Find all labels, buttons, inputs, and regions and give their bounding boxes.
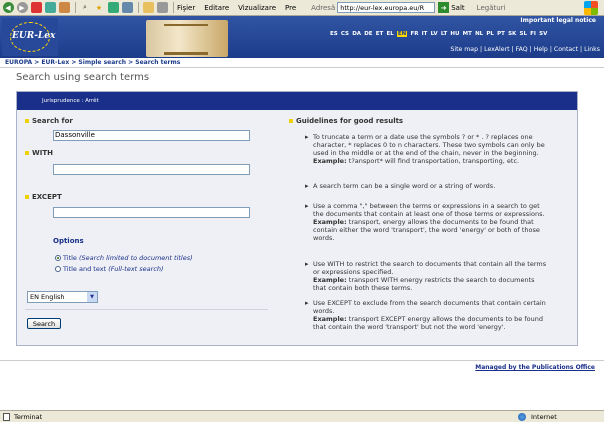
guideline-example-label: Example: — [313, 276, 347, 284]
language-cs[interactable]: CS — [340, 31, 350, 37]
books-scales-image — [146, 20, 228, 57]
with-label: WITH — [32, 149, 53, 157]
divider — [0, 360, 604, 361]
language-lv[interactable]: LV — [430, 31, 438, 37]
language-et[interactable]: ET — [375, 31, 384, 37]
guidelines-heading — [289, 117, 403, 125]
guideline-text: Use WITH to restrict the search to documents that contain all the terms or expressions specified. — [313, 260, 547, 276]
panel-header: Jurisprudence : Arrêt — [17, 92, 577, 110]
history-button[interactable] — [121, 2, 133, 14]
guideline-item — [305, 260, 549, 292]
back-arrow-icon: ◀ — [3, 2, 14, 13]
managed-by-link[interactable]: Managed by the Publications Office — [475, 364, 595, 371]
options-label: Options — [53, 237, 84, 245]
language-es[interactable]: ES — [330, 31, 338, 37]
eurlex-logo[interactable] — [2, 18, 58, 56]
contact-link[interactable]: Contact — [553, 46, 578, 53]
chevron-down-icon[interactable]: ▼ — [87, 292, 97, 302]
status-left — [3, 413, 42, 421]
guideline-text: To truncate a term or a date use the symbols ? or * . ? replaces one character, * replaces 0 to n characters. These two symbols can only be used in the middle or at the end of the chain, never in the beginning. — [313, 133, 545, 157]
search-for-label: Search for — [32, 117, 73, 125]
language-mt[interactable]: MT — [462, 31, 472, 37]
windows-logo-icon — [584, 1, 598, 15]
mail-icon — [143, 2, 154, 13]
radio-title[interactable] — [55, 255, 61, 261]
option-fulltext-hint: (Full-text search) — [108, 265, 164, 273]
search-button[interactable] — [79, 2, 91, 14]
option-fulltext-row[interactable] — [55, 265, 164, 273]
with-input[interactable] — [53, 164, 250, 175]
star-icon: ★ — [95, 3, 103, 12]
logo-text: EUR-Lex — [12, 31, 56, 41]
language-en[interactable]: EN — [397, 31, 407, 37]
option-title-row[interactable] — [55, 254, 193, 262]
toolbar-separator — [138, 2, 139, 13]
back-button[interactable] — [2, 2, 14, 14]
status-text: Terminat — [14, 412, 43, 421]
guide-bullet-icon: ▸ — [305, 260, 309, 268]
help-link[interactable]: Help — [533, 46, 548, 53]
option-title-label: Title — [63, 254, 77, 262]
page-icon — [3, 413, 10, 421]
mail-button[interactable] — [142, 2, 154, 14]
links-link[interactable]: Links — [584, 46, 600, 53]
link-separator: | — [580, 46, 583, 53]
divider — [0, 67, 604, 68]
bullet-icon — [25, 151, 29, 155]
guideline-example: t?ansport* will find transportation, transporting, etc. — [348, 157, 520, 165]
divider — [25, 309, 268, 310]
language-bar — [330, 31, 551, 37]
stop-button[interactable] — [30, 2, 42, 14]
guide-bullet-icon: ▸ — [305, 182, 309, 190]
print-button[interactable] — [156, 2, 168, 14]
link-separator: | — [549, 46, 552, 53]
language-select-value: EN English — [30, 293, 65, 301]
guidelines-title: Guidelines for good results — [296, 117, 404, 125]
except-heading — [25, 193, 62, 201]
language-sv[interactable]: SV — [539, 31, 548, 37]
menu-file[interactable]: Fişier — [177, 3, 196, 12]
globe-icon — [518, 413, 526, 421]
toolbar-separator — [173, 2, 174, 13]
print-icon — [157, 2, 168, 13]
radio-fulltext[interactable] — [55, 266, 61, 272]
stop-icon — [31, 2, 42, 13]
toolbar-separator — [75, 2, 76, 13]
guideline-text: Use EXCEPT to exclude from the search documents that contain certain words. — [313, 299, 546, 315]
language-sl[interactable]: SL — [519, 31, 527, 37]
guideline-text: A search term can be a single word or a string of words. — [313, 182, 496, 190]
search-for-input[interactable]: Dassonville — [53, 130, 250, 141]
language-da[interactable]: DA — [352, 31, 362, 37]
go-label[interactable]: Salt — [451, 3, 465, 12]
except-label: EXCEPT — [32, 193, 62, 201]
zone-text: Internet — [531, 413, 557, 421]
with-heading — [25, 149, 53, 157]
zone-indicator — [518, 413, 557, 421]
language-el[interactable]: EL — [386, 31, 394, 37]
guideline-item — [305, 299, 549, 331]
bullet-icon — [25, 195, 29, 199]
guideline-item — [305, 133, 549, 165]
refresh-icon — [45, 2, 56, 13]
legal-notice-link[interactable]: Important legal notice — [520, 17, 596, 24]
media-button[interactable] — [107, 2, 119, 14]
faq-link[interactable]: FAQ — [515, 46, 528, 53]
link-separator: | — [529, 46, 532, 53]
guideline-example-label: Example: — [313, 218, 347, 226]
browser-toolbar — [0, 0, 604, 16]
page-title: Search using search terms — [16, 72, 150, 83]
bullet-icon — [289, 119, 293, 123]
search-icon: ⌕ — [83, 3, 87, 11]
status-bar — [0, 410, 604, 422]
language-sk[interactable]: SK — [508, 31, 517, 37]
language-select[interactable] — [27, 291, 98, 303]
guide-bullet-icon: ▸ — [305, 202, 309, 210]
search-for-heading — [25, 117, 73, 125]
language-pt[interactable]: PT — [497, 31, 505, 37]
home-icon — [59, 2, 70, 13]
lexalert-link[interactable]: LexAlert — [484, 46, 510, 53]
history-icon — [122, 2, 133, 13]
language-fr[interactable]: FR — [410, 31, 419, 37]
guide-bullet-icon: ▸ — [305, 133, 309, 141]
guideline-example-label: Example: — [313, 315, 347, 323]
address-label: Adresă — [311, 3, 336, 12]
guideline-item — [305, 202, 549, 242]
site-map-link[interactable]: Site map — [450, 46, 479, 53]
guideline-example: transport WITH energy restricts the search to documents that contain both these terms. — [313, 276, 535, 292]
language-it[interactable]: IT — [421, 31, 428, 37]
link-separator: | — [480, 46, 483, 53]
language-lt[interactable]: LT — [440, 31, 448, 37]
guideline-example-label: Example: — [313, 157, 347, 165]
guideline-example: transport, energy allows the documents to be found that contain either the word 'transport', the word 'energy' or both of those words. — [313, 218, 540, 242]
links-label[interactable]: Legături — [476, 3, 506, 12]
search-panel — [16, 91, 578, 346]
guide-bullet-icon: ▸ — [305, 299, 309, 307]
language-de[interactable]: DE — [364, 31, 373, 37]
language-pl[interactable]: PL — [486, 31, 494, 37]
go-arrow-icon: ➜ — [440, 3, 447, 12]
search-submit-button[interactable]: Search — [27, 318, 61, 329]
go-button[interactable] — [438, 2, 449, 13]
language-fi[interactable]: FI — [530, 31, 536, 37]
option-fulltext-label: Title and text — [63, 265, 107, 273]
menu-edit[interactable]: Editare — [204, 3, 230, 12]
top-links — [448, 46, 600, 53]
address-input[interactable]: http://eur-lex.europa.eu/R — [337, 2, 435, 13]
media-icon — [108, 2, 119, 13]
guideline-example: transport EXCEPT energy allows the documents to be found that contain the word 'transport' but not the word 'energy'. — [313, 315, 544, 331]
guideline-item — [305, 182, 549, 190]
guideline-text: Use a comma "," between the terms or expressions in a search to get the documents that contain at least one of those terms or expressions. — [313, 202, 545, 218]
option-title-hint: (Search limited to document titles) — [79, 254, 193, 262]
forward-arrow-icon: ▶ — [17, 2, 28, 13]
site-banner — [0, 16, 604, 58]
language-nl[interactable]: NL — [475, 31, 484, 37]
home-button[interactable] — [58, 2, 70, 14]
menu-view[interactable]: Vizualizare — [238, 3, 277, 12]
refresh-button[interactable] — [44, 2, 56, 14]
breadcrumb[interactable]: EUROPA > EUR-Lex > Simple search > Search terms — [5, 59, 181, 66]
link-separator: | — [511, 46, 514, 53]
except-input[interactable] — [53, 207, 250, 218]
bullet-icon — [25, 119, 29, 123]
favorites-button[interactable] — [93, 2, 105, 14]
language-hu[interactable]: HU — [450, 31, 460, 37]
forward-button[interactable] — [16, 2, 28, 14]
menu-favorites[interactable]: Pre — [285, 3, 297, 12]
